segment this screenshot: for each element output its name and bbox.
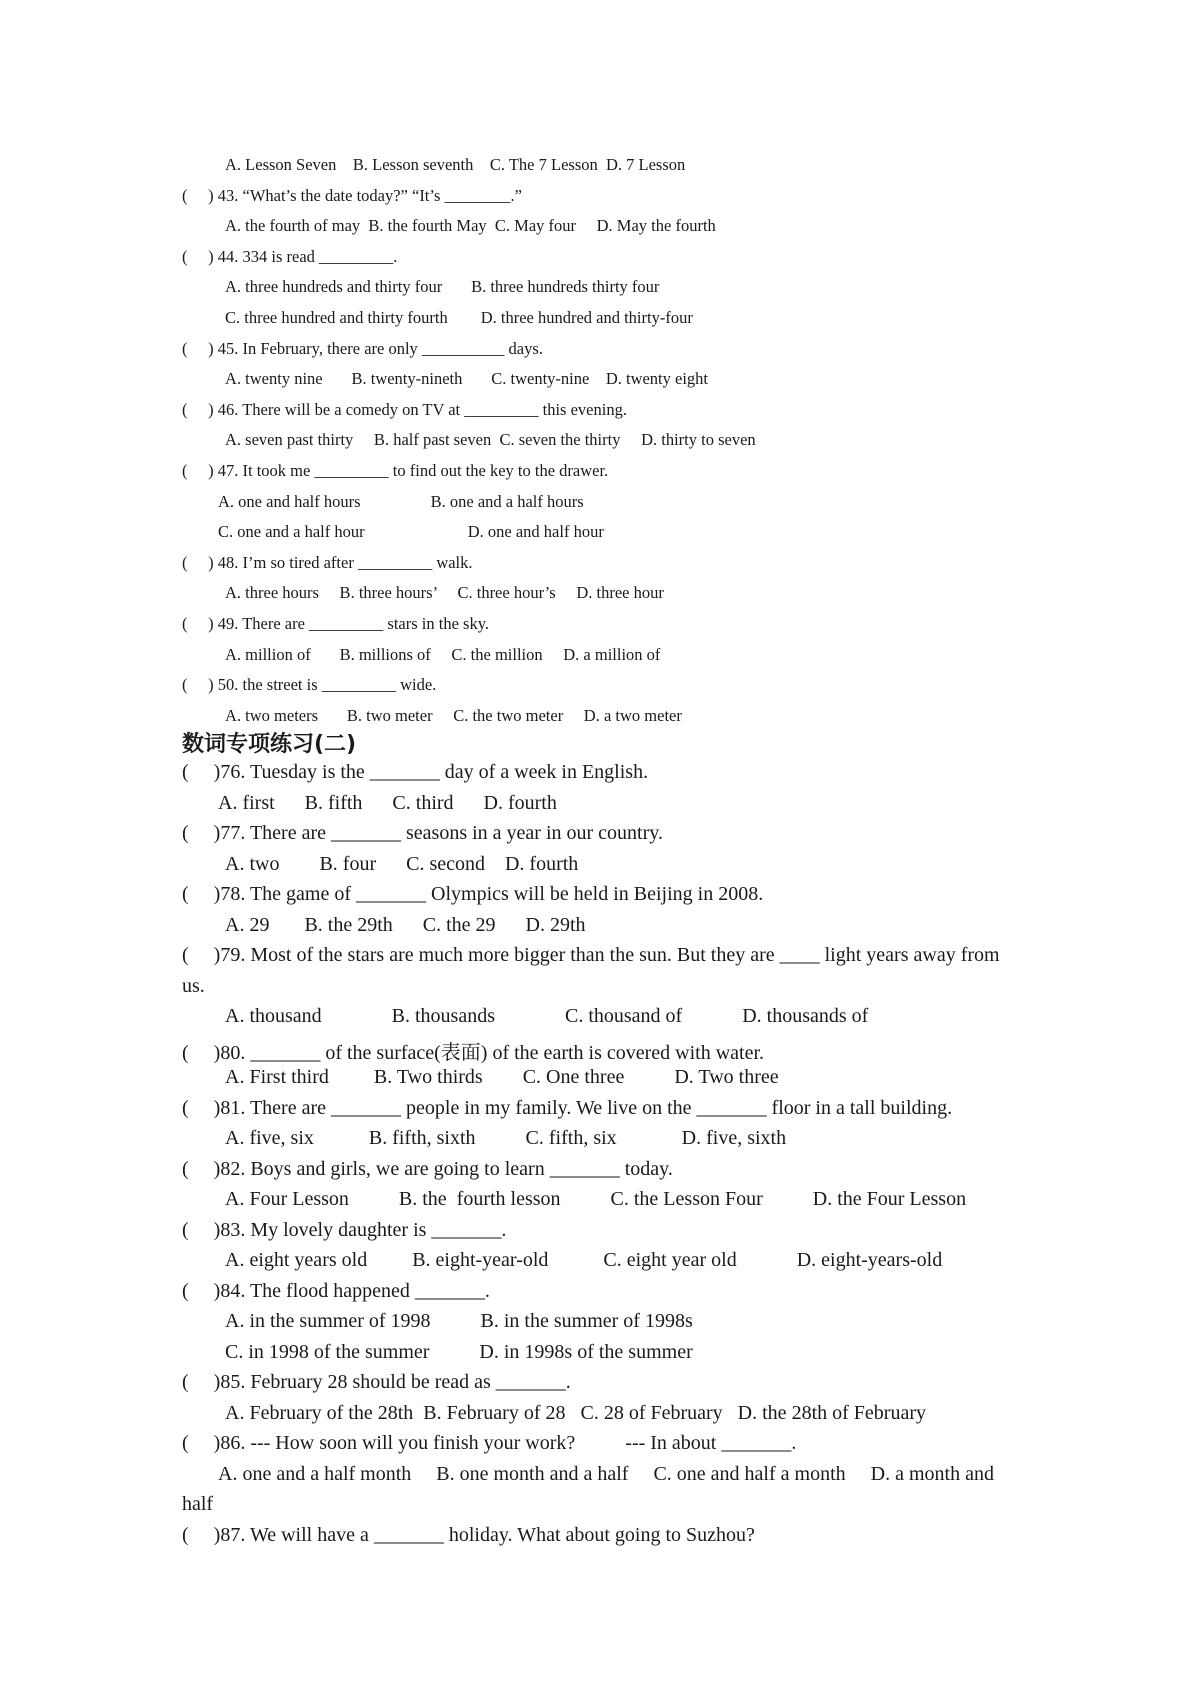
- answer-options-line: A. two meters B. two meter C. the two meter D. a two meter: [225, 705, 682, 725]
- answer-options-line: A. seven past thirty B. half past seven C. seven the thirty D. thirty to seven: [225, 430, 756, 450]
- question-line: ( )84. The flood happened _______.: [182, 1279, 490, 1302]
- question-line: ( ) 48. I’m so tired after _________ walk.: [182, 552, 473, 572]
- continuation-line: us.: [182, 974, 205, 997]
- question-line: ( )86. --- How soon will you finish your work? --- In about _______.: [182, 1432, 797, 1454]
- answer-options-line: A. million of B. millions of C. the million D. a million of: [225, 644, 661, 664]
- section-heading: 数词专项练习(二): [182, 732, 357, 757]
- question-line: ( )79. Most of the stars are much more bigger than the sun. But they are ____ light years away from: [182, 944, 1000, 966]
- question-line: ( )85. February 28 should be read as _______.: [182, 1371, 571, 1393]
- answer-options-line: A. in the summer of 1998 B. in the summer of 1998s: [225, 1310, 693, 1332]
- answer-options-line: A. twenty nine B. twenty-nineth C. twenty-nine D. twenty eight: [225, 369, 709, 389]
- question-line: ( ) 45. In February, there are only __________ days.: [182, 338, 543, 358]
- question-line: ( ) 50. the street is _________ wide.: [182, 675, 437, 695]
- answer-options-line: A. eight years old B. eight-year-old C. eight year old D. eight-years-old: [225, 1249, 943, 1271]
- answer-options-line: C. three hundred and thirty fourth D. three hundred and thirty-four: [225, 308, 693, 327]
- answer-options-line: A. thousand B. thousands C. thousand of D. thousands of: [225, 1005, 869, 1027]
- answer-options-line: A. the fourth of may B. the fourth May C. May four D. May the fourth: [225, 216, 716, 236]
- answer-options-line: A. five, six B. fifth, sixth C. fifth, six D. five, sixth: [225, 1127, 787, 1149]
- answer-options-line: A. Lesson Seven B. Lesson seventh C. The 7 Lesson D. 7 Lesson: [225, 155, 686, 174]
- answer-options-line: A. two B. four C. second D. fourth: [225, 852, 579, 875]
- continuation-line: half: [182, 1493, 214, 1515]
- question-line: ( )77. There are _______ seasons in a year in our country.: [182, 822, 663, 844]
- answer-options-line: A. Four Lesson B. the fourth lesson C. the Lesson Four D. the Four Lesson: [225, 1188, 967, 1210]
- question-line: ( )82. Boys and girls, we are going to learn _______ today.: [182, 1157, 673, 1180]
- answer-options-line: A. first B. fifth C. third D. fourth: [218, 791, 557, 814]
- question-line: ( )83. My lovely daughter is _______.: [182, 1218, 507, 1241]
- answer-options-line: A. three hundreds and thirty four B. three hundreds thirty four: [225, 277, 660, 297]
- question-line: ( ) 49. There are _________ stars in the sky.: [182, 614, 490, 633]
- answer-options-line: A. one and a half month B. one month and a half C. one and half a month D. a month and: [218, 1462, 994, 1485]
- question-line: ( )81. There are _______ people in my family. We live on the _______ floor in a tall building.: [182, 1096, 953, 1119]
- question-line: ( ) 46. There will be a comedy on TV at _________ this evening.: [182, 399, 627, 419]
- answer-options-line: A. 29 B. the 29th C. the 29 D. 29th: [225, 913, 586, 936]
- answer-options-line: A. three hours B. three hours’ C. three hour’s D. three hour: [225, 583, 664, 603]
- question-line: ( ) 47. It took me _________ to find out the key to the drawer.: [182, 461, 609, 480]
- question-line: ( ) 43. “What’s the date today?” “It’s ________.”: [182, 185, 522, 205]
- answer-options-line: C. in 1998 of the summer D. in 1998s of the summer: [225, 1340, 693, 1363]
- answer-options-line: A. one and half hours B. one and a half hours: [218, 491, 584, 511]
- answer-options-line: A. First third B. Two thirds C. One three D. Two three: [225, 1066, 779, 1088]
- question-line: ( )78. The game of _______ Olympics will be held in Beijing in 2008.: [182, 883, 764, 905]
- question-line: ( )76. Tuesday is the _______ day of a week in English.: [182, 761, 649, 783]
- question-line: ( ) 44. 334 is read _________.: [182, 246, 398, 266]
- answer-options-line: A. February of the 28th B. February of 28 C. 28 of February D. the 28th of February: [225, 1401, 926, 1424]
- answer-options-line: C. one and a half hour D. one and half hour: [218, 522, 604, 542]
- question-line: ( )80. _______ of the surface(表面) of the earth is covered with water.: [182, 1041, 765, 1064]
- question-line: ( )87. We will have a _______ holiday. What about going to Suzhou?: [182, 1523, 755, 1546]
